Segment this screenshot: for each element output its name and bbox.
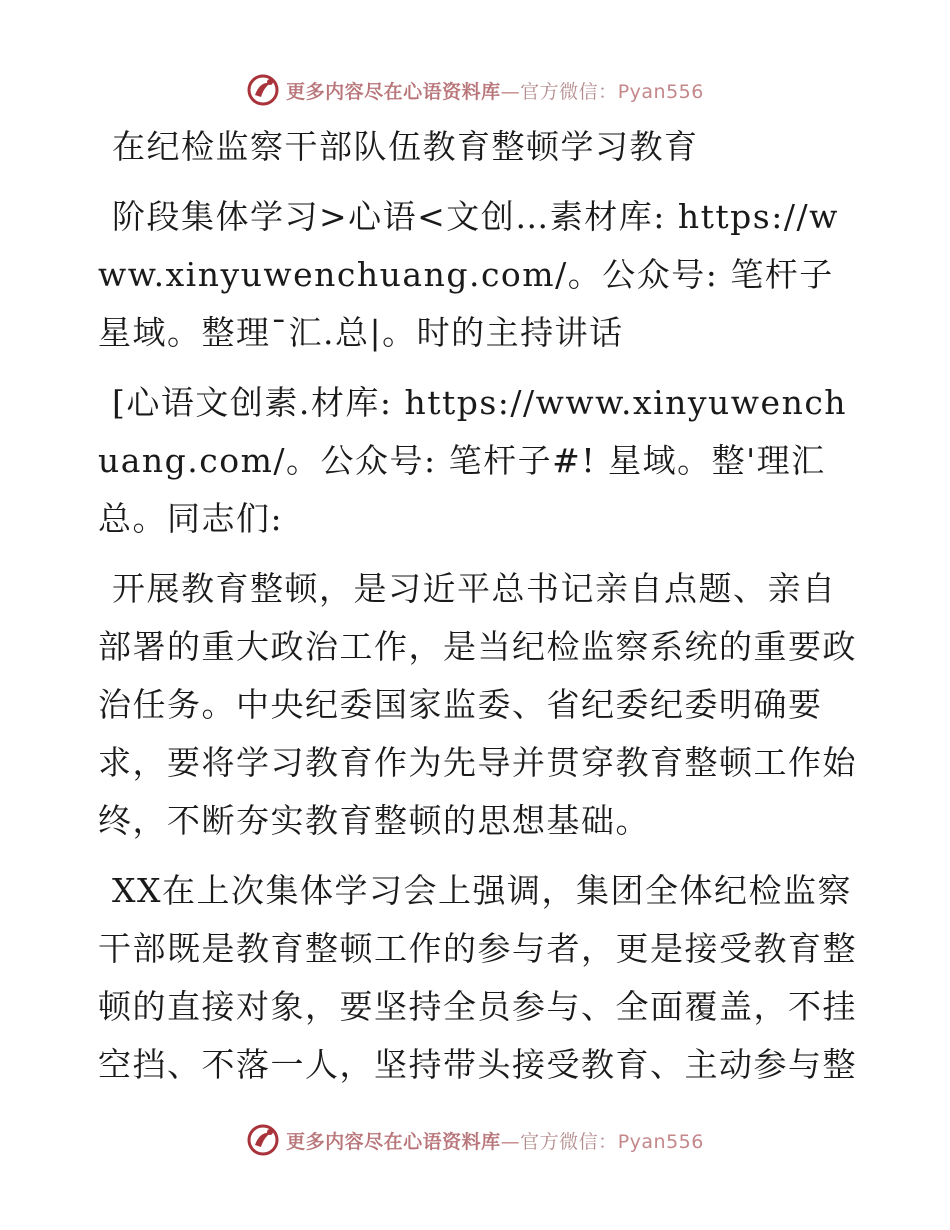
document-title: 在纪检监察干部队伍教育整顿学习教育 [112, 127, 699, 166]
paragraph-body-2: XX在上次集体学习会上强调，集团全体纪检监察干部既是教育整顿工作的参与者，更是接受教育整顿的直接对象，要坚持全员参与、全面覆盖，不挂空挡、不落一人，坚持带头接受教育、主动参与整 [98, 871, 857, 1084]
logo-icon [246, 73, 280, 107]
paragraph-body-1: 开展教育整顿，是习近平总书记亲自点题、亲自部署的重大政治工作，是当纪检监察系统的重要政治任务。中央纪委国家监委、省纪委纪委明确要求，要将学习教育作为先导并贯穿教育整顿工作始终，不断夯实教育整顿的思想基础。 [98, 569, 857, 840]
paragraph-greeting: [心语文创素.材库: https://www.xinyuwenchuang.com/。公众号: 笔杆子#! 星域。整'理汇总。同志们: [98, 383, 848, 538]
logo-icon [246, 1123, 280, 1157]
watermark-text: 更多内容尽在心语资料库—官方微信：Pyan556 [286, 1130, 704, 1153]
watermark-text: 更多内容尽在心语资料库—官方微信：Pyan556 [286, 80, 704, 103]
watermark-banner-bottom [0, 1120, 950, 1160]
watermark-banner-top [0, 70, 950, 110]
document-body [98, 118, 858, 1094]
paragraph-intro: 阶段集体学习>心语<文创…素材库: https://www.xinyuwenchuang.com/。公众号: 笔杆子星域。整理¯汇.总|。时的主持讲话 [98, 197, 839, 352]
